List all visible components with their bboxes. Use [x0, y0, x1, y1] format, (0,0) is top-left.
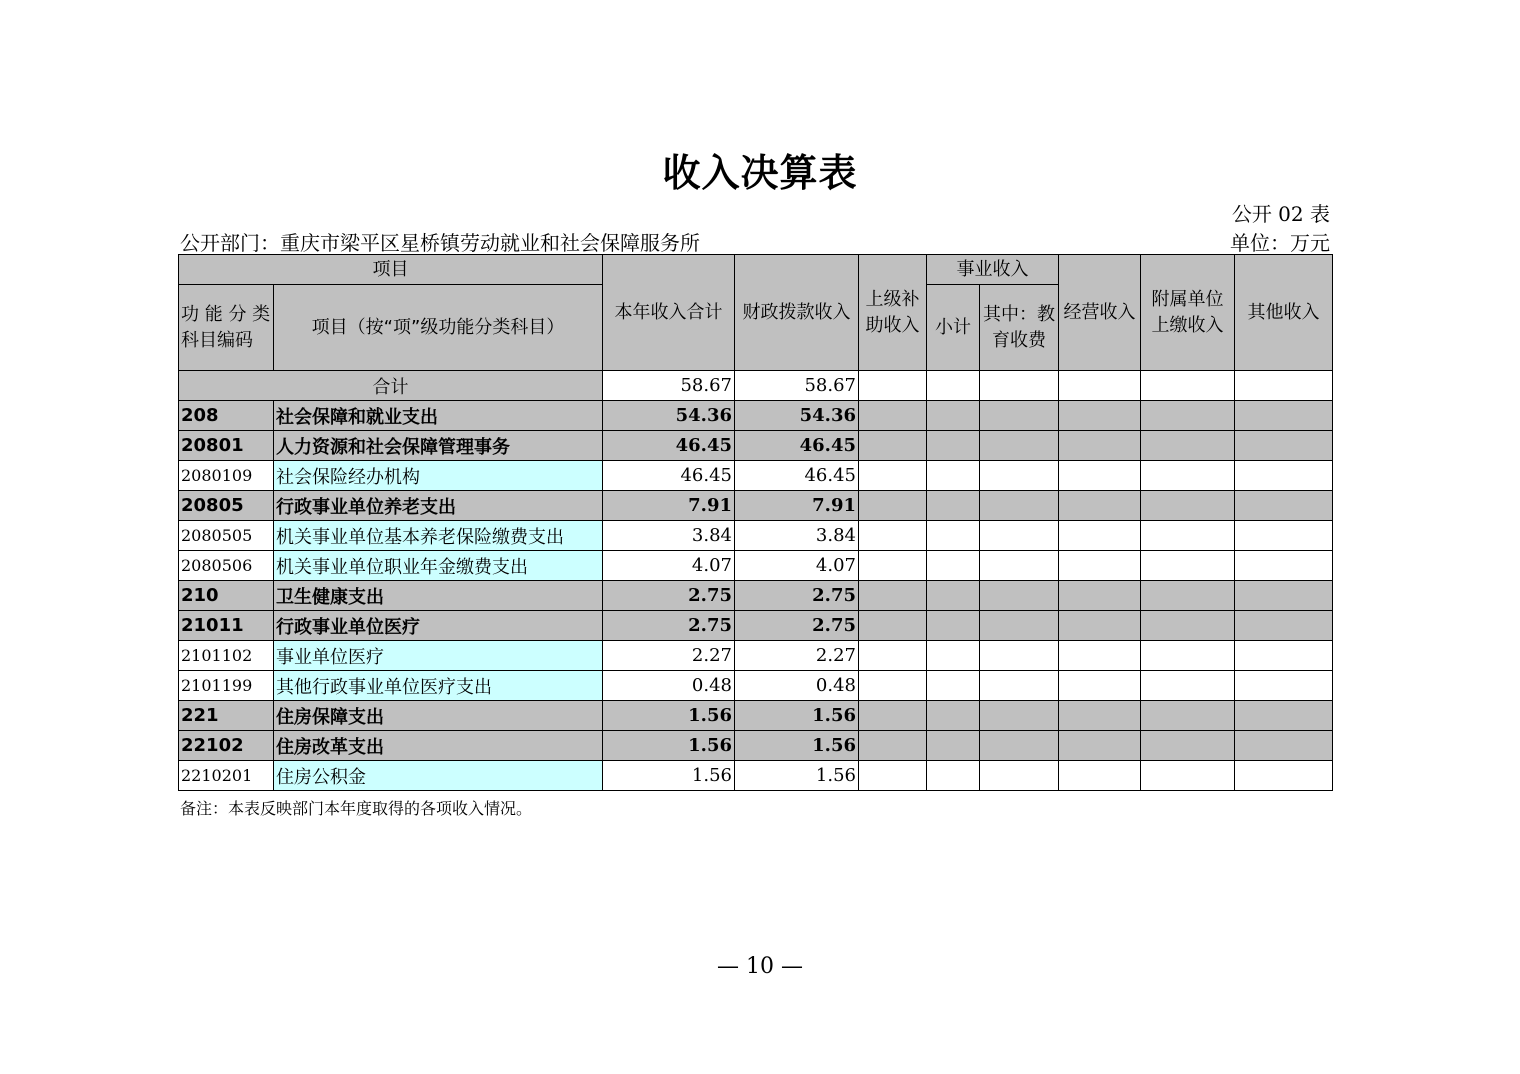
empty-cell	[859, 461, 927, 491]
document-title: 收入决算表	[662, 151, 858, 195]
empty-cell	[980, 761, 1059, 791]
row-name: 机关事业单位职业年金缴费支出	[274, 551, 603, 581]
total-label: 合计	[179, 371, 603, 401]
row-total-income: 1.56	[603, 731, 735, 761]
row-code: 21011	[179, 611, 274, 641]
empty-cell	[1059, 491, 1141, 521]
header-subtotal: 小计	[927, 285, 980, 371]
empty-cell	[927, 521, 980, 551]
empty-cell	[1059, 431, 1141, 461]
empty-cell	[1141, 551, 1235, 581]
empty-cell	[980, 401, 1059, 431]
empty-cell	[1141, 401, 1235, 431]
empty-cell	[1235, 491, 1333, 521]
empty-cell	[859, 431, 927, 461]
table-row	[179, 431, 1333, 461]
row-total-income: 2.75	[603, 581, 735, 611]
empty-cell	[980, 551, 1059, 581]
row-fiscal: 7.91	[735, 491, 859, 521]
row-code: 210	[179, 581, 274, 611]
header-project-name: 项目（按“项”级功能分类科目）	[274, 285, 603, 371]
empty-cell	[980, 461, 1059, 491]
header-education: 其中：教育收费	[980, 285, 1059, 371]
empty-cell	[927, 671, 980, 701]
empty-cell	[980, 581, 1059, 611]
empty-cell	[1141, 611, 1235, 641]
empty-cell	[927, 731, 980, 761]
row-name: 事业单位医疗	[274, 641, 603, 671]
empty-cell	[980, 491, 1059, 521]
empty-cell	[859, 701, 927, 731]
empty-cell	[859, 551, 927, 581]
header-affiliated: 附属单位上缴收入	[1141, 255, 1235, 371]
empty-cell	[1235, 431, 1333, 461]
empty-cell	[927, 701, 980, 731]
table-row	[179, 701, 1333, 731]
header-total-income: 本年收入合计	[603, 255, 735, 371]
row-fiscal: 1.56	[735, 761, 859, 791]
row-name: 社会保险经办机构	[274, 461, 603, 491]
table-row	[179, 581, 1333, 611]
empty-cell	[859, 761, 927, 791]
row-fiscal: 1.56	[735, 731, 859, 761]
unit-label: 单位：万元	[1230, 231, 1330, 255]
empty-cell	[1059, 701, 1141, 731]
empty-cell	[859, 491, 927, 521]
empty-cell	[859, 671, 927, 701]
row-total-income: 46.45	[603, 461, 735, 491]
row-total-income: 46.45	[603, 431, 735, 461]
empty-cell	[859, 401, 927, 431]
row-total-income: 7.91	[603, 491, 735, 521]
header-fiscal: 财政拨款收入	[735, 255, 859, 371]
row-code: 221	[179, 701, 274, 731]
empty-cell	[1059, 731, 1141, 761]
row-fiscal: 0.48	[735, 671, 859, 701]
empty-cell	[927, 581, 980, 611]
row-code: 20805	[179, 491, 274, 521]
table-row	[179, 611, 1333, 641]
row-fiscal: 4.07	[735, 551, 859, 581]
empty-cell	[927, 491, 980, 521]
empty-cell	[1141, 431, 1235, 461]
total-income-value: 58.67	[603, 371, 735, 401]
empty-cell	[1059, 671, 1141, 701]
row-code: 208	[179, 401, 274, 431]
header-business-income: 事业收入	[927, 255, 1059, 285]
empty-cell	[1141, 761, 1235, 791]
empty-cell	[859, 641, 927, 671]
empty-cell	[1235, 581, 1333, 611]
empty-cell	[980, 671, 1059, 701]
row-code: 2080109	[179, 461, 274, 491]
empty-cell	[859, 521, 927, 551]
header-superior: 上级补助收入	[859, 255, 927, 371]
empty-cell	[980, 431, 1059, 461]
row-code: 2080506	[179, 551, 274, 581]
empty-cell	[980, 641, 1059, 671]
empty-cell	[1141, 671, 1235, 701]
empty-cell	[1059, 581, 1141, 611]
row-code: 2101199	[179, 671, 274, 701]
row-name: 行政事业单位医疗	[274, 611, 603, 641]
total-fiscal-value: 58.67	[735, 371, 859, 401]
empty-cell	[859, 611, 927, 641]
row-total-income: 2.75	[603, 611, 735, 641]
header-project: 项目	[179, 255, 603, 285]
empty-cell	[859, 731, 927, 761]
empty-cell	[1141, 731, 1235, 761]
empty-cell	[1141, 461, 1235, 491]
row-code: 2210201	[179, 761, 274, 791]
empty-cell	[1059, 401, 1141, 431]
empty-cell	[1141, 641, 1235, 671]
empty-cell	[1235, 731, 1333, 761]
page-number: — 10 —	[717, 954, 803, 979]
table-row	[179, 761, 1333, 791]
department-label: 公开部门：重庆市梁平区星桥镇劳动就业和社会保障服务所	[180, 231, 700, 255]
row-fiscal: 2.75	[735, 611, 859, 641]
row-fiscal: 3.84	[735, 521, 859, 551]
row-name: 住房公积金	[274, 761, 603, 791]
empty-cell	[1235, 641, 1333, 671]
row-fiscal: 2.75	[735, 581, 859, 611]
row-total-income: 2.27	[603, 641, 735, 671]
row-name: 机关事业单位基本养老保险缴费支出	[274, 521, 603, 551]
empty-cell	[1235, 701, 1333, 731]
empty-cell	[1141, 521, 1235, 551]
empty-cell	[980, 701, 1059, 731]
row-fiscal: 54.36	[735, 401, 859, 431]
empty-cell	[980, 521, 1059, 551]
empty-cell	[927, 761, 980, 791]
row-total-income: 1.56	[603, 701, 735, 731]
row-name: 行政事业单位养老支出	[274, 491, 603, 521]
row-name: 住房改革支出	[274, 731, 603, 761]
header-func-code: 功 能 分 类 科目编码	[179, 285, 274, 371]
empty-cell	[1141, 581, 1235, 611]
empty-cell	[1059, 521, 1141, 551]
row-total-income: 54.36	[603, 401, 735, 431]
row-fiscal: 46.45	[735, 431, 859, 461]
empty-cell	[1141, 491, 1235, 521]
form-number: 公开 02 表	[1231, 202, 1330, 226]
row-total-income: 3.84	[603, 521, 735, 551]
empty-cell	[1235, 401, 1333, 431]
row-name: 卫生健康支出	[274, 581, 603, 611]
row-code: 2080505	[179, 521, 274, 551]
empty-cell	[1235, 461, 1333, 491]
empty-cell	[1059, 461, 1141, 491]
row-total-income: 0.48	[603, 671, 735, 701]
table-row	[179, 521, 1333, 551]
empty-cell	[1059, 551, 1141, 581]
row-fiscal: 1.56	[735, 701, 859, 731]
table-row	[179, 641, 1333, 671]
empty-cell	[927, 641, 980, 671]
row-name: 其他行政事业单位医疗支出	[274, 671, 603, 701]
empty-cell	[980, 731, 1059, 761]
row-code: 20801	[179, 431, 274, 461]
empty-cell	[1235, 551, 1333, 581]
row-fiscal: 2.27	[735, 641, 859, 671]
empty-cell	[927, 611, 980, 641]
row-code: 22102	[179, 731, 274, 761]
empty-cell	[1141, 701, 1235, 731]
empty-cell	[1059, 761, 1141, 791]
empty-cell	[1235, 611, 1333, 641]
empty-cell	[980, 611, 1059, 641]
row-name: 住房保障支出	[274, 701, 603, 731]
table-row	[179, 491, 1333, 521]
row-fiscal: 46.45	[735, 461, 859, 491]
total-row	[179, 371, 1333, 401]
empty-cell	[1059, 611, 1141, 641]
empty-cell	[859, 581, 927, 611]
table-row	[179, 671, 1333, 701]
row-name: 社会保障和就业支出	[274, 401, 603, 431]
empty-cell	[927, 551, 980, 581]
empty-cell	[927, 461, 980, 491]
table-row	[179, 401, 1333, 431]
table-row	[179, 731, 1333, 761]
empty-cell	[927, 401, 980, 431]
empty-cell	[927, 431, 980, 461]
row-total-income: 1.56	[603, 761, 735, 791]
table-row	[179, 461, 1333, 491]
table-row	[179, 551, 1333, 581]
empty-cell	[1059, 641, 1141, 671]
row-total-income: 4.07	[603, 551, 735, 581]
empty-cell	[1235, 671, 1333, 701]
empty-cell	[1235, 761, 1333, 791]
footnote: 备注：本表反映部门本年度取得的各项收入情况。	[180, 799, 533, 818]
row-name: 人力资源和社会保障管理事务	[274, 431, 603, 461]
header-operating: 经营收入	[1059, 255, 1141, 371]
header-other: 其他收入	[1235, 255, 1333, 371]
row-code: 2101102	[179, 641, 274, 671]
empty-cell	[1235, 521, 1333, 551]
income-table	[178, 254, 1333, 791]
